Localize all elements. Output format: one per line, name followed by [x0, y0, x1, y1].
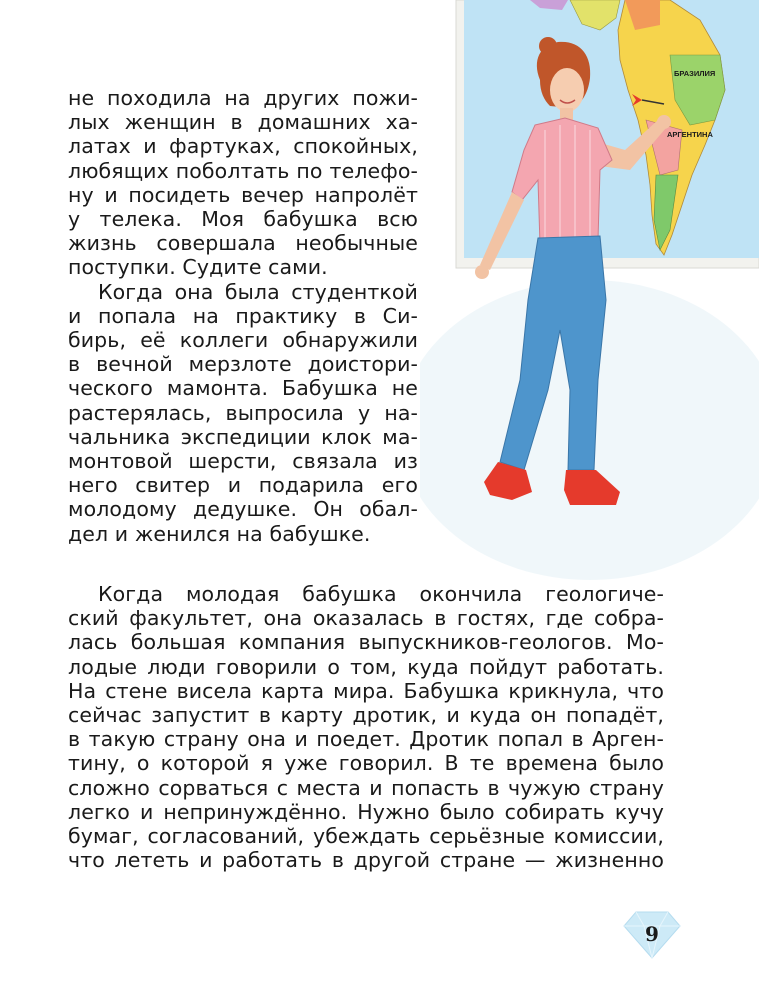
- text-line: лась большая компания выпускников-геологов. Мо-: [68, 630, 664, 655]
- text-line: монтовой шерсти, связала из: [68, 449, 418, 474]
- map-label-argentina: АРГЕНТИНА: [667, 130, 713, 139]
- text-line: ческого мамонта. Бабушка не: [68, 376, 418, 401]
- text-line: Когда молодая бабушка окончила геологиче-: [98, 582, 664, 606]
- text-full-width: [68, 582, 664, 872]
- text-line: бумаг, согласований, убеждать серьёзные комиссии,: [68, 824, 664, 849]
- text-line: чальника экспедиции клок ма-: [68, 424, 418, 449]
- text-line: тину, о которой я уже говорил. В те времена было: [68, 751, 664, 776]
- text-line: и попала на практику в Си-: [68, 303, 418, 328]
- text-line: Когда она была студенткой: [98, 279, 418, 304]
- text-line: сложно сорваться с места и попасть в чужую страну: [68, 775, 664, 800]
- text-line: молодому дедушке. Он обал-: [68, 497, 418, 522]
- text-line: лых женщин в домашних ха-: [68, 110, 418, 135]
- text-line: не походила на других пожи-: [68, 86, 418, 110]
- text-line: бирь, её коллеги обнаружили: [68, 328, 418, 353]
- map-label-brazil: БРАЗИЛИЯ: [674, 69, 716, 78]
- illustration-woman-map: [420, 0, 759, 590]
- text-line: поступки. Судите сами.: [68, 255, 328, 280]
- text-line: лодые люди говорили о том, куда пойдут работать.: [68, 654, 664, 679]
- text-line: сейчас запустит в карту дротик, и куда он попадёт,: [68, 703, 664, 728]
- page-number: 9: [645, 922, 659, 946]
- text-line: в вечной мерзлоте доистори-: [68, 352, 418, 377]
- text-line: у телека. Моя бабушка всю: [68, 207, 418, 232]
- text-line: растерялась, выпросила у на-: [68, 400, 418, 425]
- text-line: жизнь совершала необычные: [68, 231, 418, 256]
- text-line: На стене висела карта мира. Бабушка крикнула, что: [68, 678, 664, 703]
- text-line: него свитер и подарила его: [68, 473, 418, 498]
- text-line: дел и женился на бабушке.: [68, 521, 371, 546]
- text-line: в такую страну она и поедет. Дротик попал в Арген-: [68, 727, 664, 752]
- text-line: ну и посидеть вечер напролёт: [68, 182, 418, 207]
- text-line: латах и фартуках, спокойных,: [68, 134, 418, 159]
- page-number-badge: [622, 908, 682, 960]
- text-line: что лететь и работать в другой стране — жизненно: [68, 848, 664, 873]
- text-line: ский факультет, она оказалась в гостях, где собра-: [68, 606, 664, 631]
- text-line: легко и непринуждённо. Нужно было собирать кучу: [68, 799, 664, 824]
- text-line: любящих поболтать по телефо-: [68, 158, 418, 183]
- text-column: [68, 86, 418, 546]
